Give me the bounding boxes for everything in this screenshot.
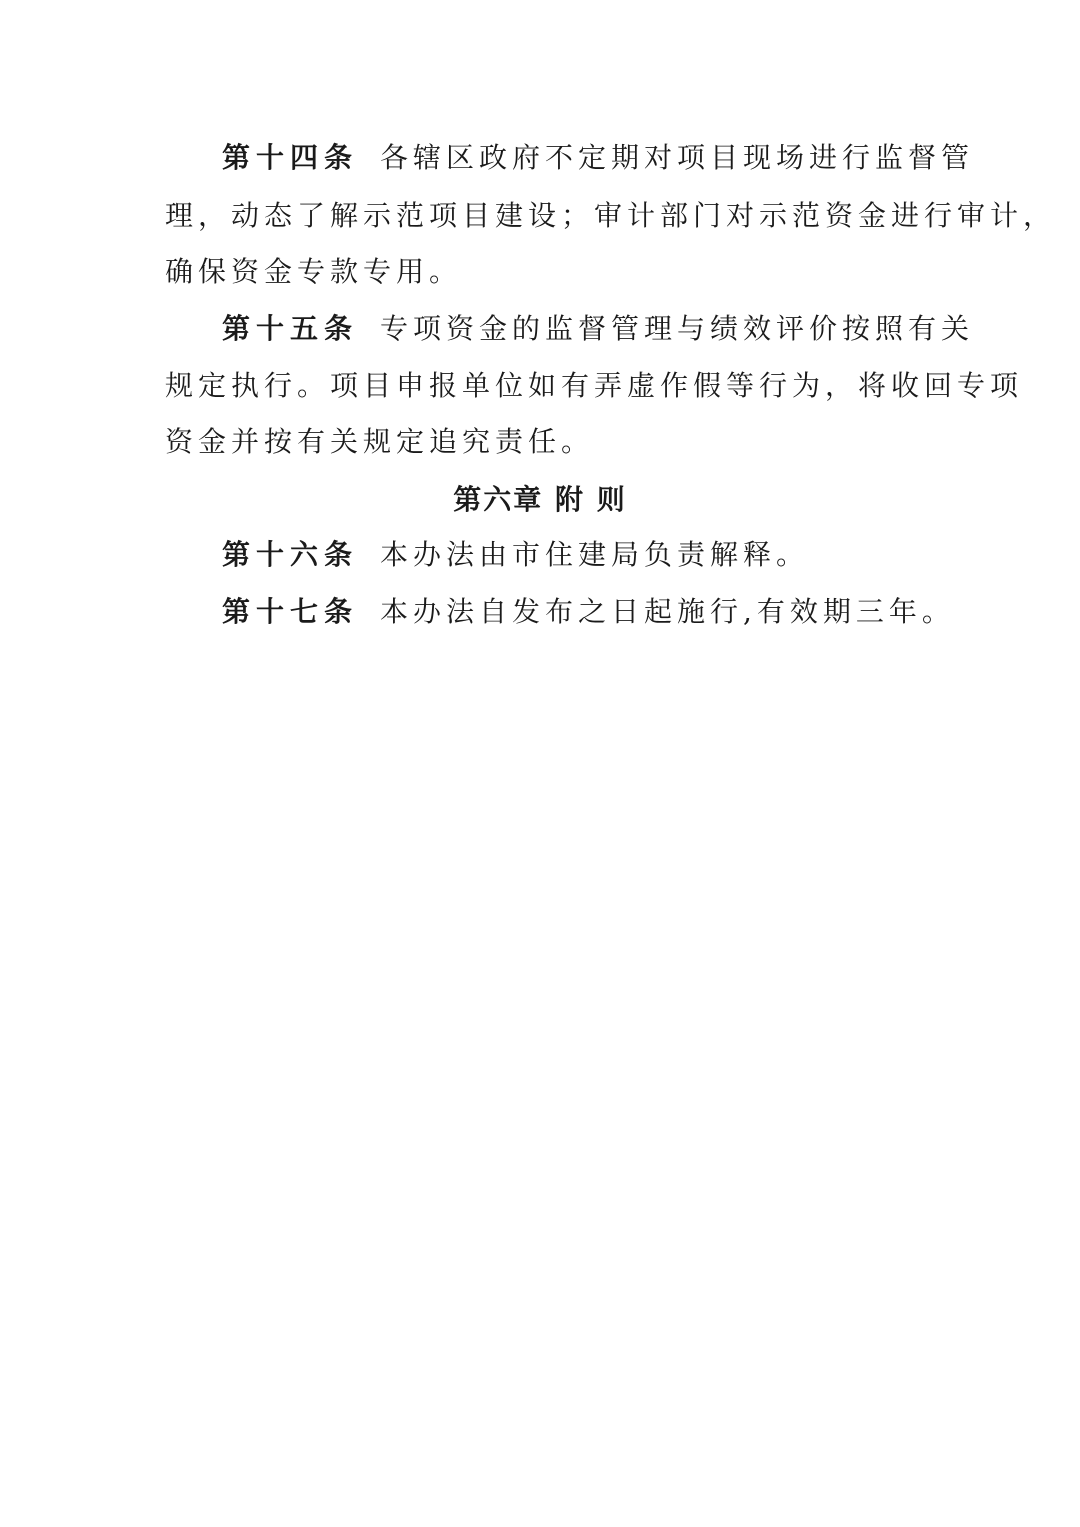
- article-17-line-1: [222, 590, 982, 634]
- article-16-line-1: [222, 533, 982, 577]
- article-17-text-1: 本办法自发布之日起施行,有效期三年。: [380, 595, 955, 628]
- article-17-label: 第十七条: [222, 595, 359, 628]
- article-14-text-1: 各辖区政府不定期对项目现场进行监督管: [380, 141, 975, 174]
- article-14-line-2: 理，动态了解示范项目建设；审计部门对示范资金进行审计，: [165, 199, 1057, 232]
- article-16-label: 第十六条: [222, 538, 359, 571]
- article-14-label: 第十四条: [222, 141, 359, 174]
- article-15-text-1: 专项资金的监督管理与绩效评价按照有关: [380, 312, 975, 345]
- chapter-heading: 第六章 附 则: [453, 483, 627, 516]
- article-14-line-1: [222, 136, 982, 180]
- article-14-line-3: 确保资金专款专用。: [165, 255, 463, 288]
- article-15-line-3: 资金并按有关规定追究责任。: [165, 425, 595, 458]
- article-16-text-1: 本办法由市住建局负责解释。: [380, 538, 810, 571]
- article-15-line-2: 规定执行。项目申报单位如有弄虚作假等行为，将收回专项: [165, 369, 1024, 402]
- article-15-label: 第十五条: [222, 312, 359, 345]
- article-15-line-1: [222, 307, 982, 351]
